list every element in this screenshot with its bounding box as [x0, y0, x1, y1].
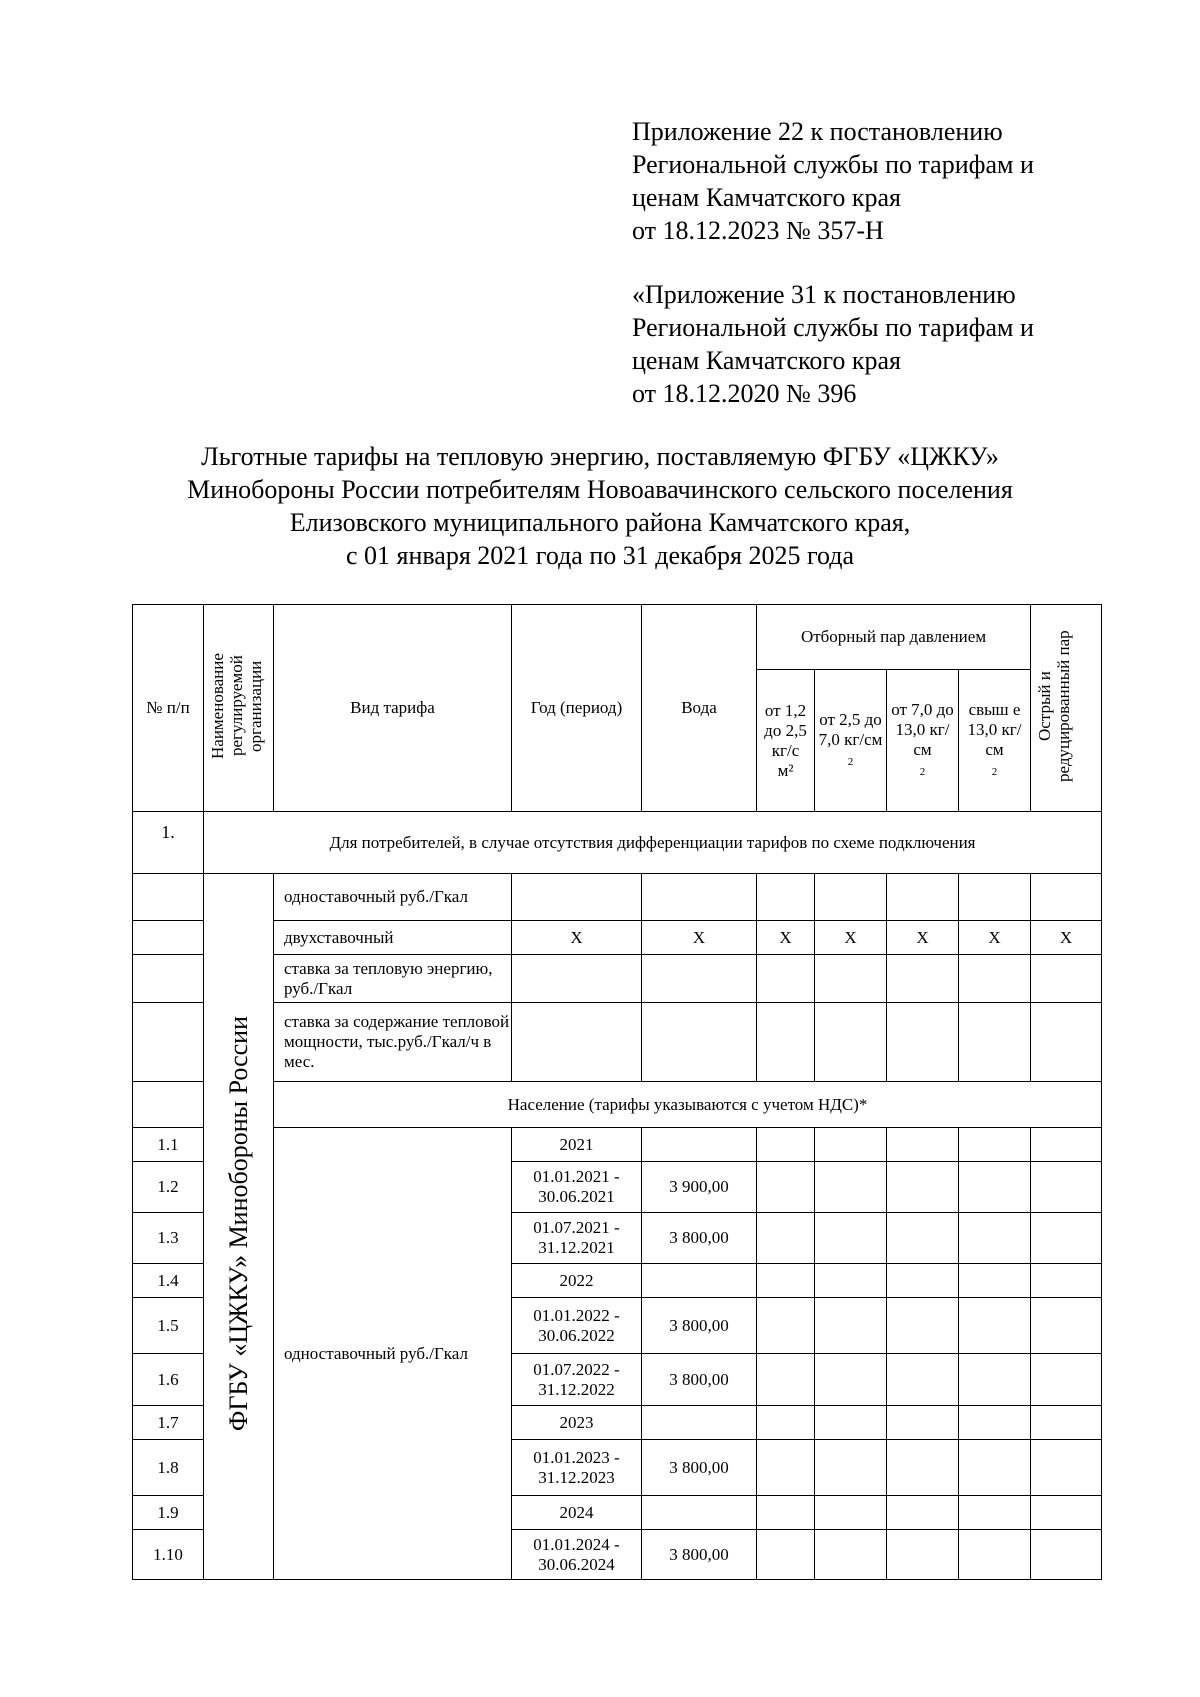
row-period: 2022 [512, 1264, 642, 1298]
row-num-empty [133, 1082, 204, 1128]
steam-col-4-unit: 2 [991, 765, 998, 778]
row-num: 1.1 [133, 1128, 204, 1162]
title-line: Минобороны России потребителям Новоавачинского сельского поселения [187, 475, 1013, 504]
mark: Х [959, 921, 1031, 955]
steam-col-3-text: от 7,0 до 13,0 кг/см [891, 699, 954, 759]
row-num: 1.7 [133, 1406, 204, 1440]
document-title [130, 440, 1070, 572]
header-steam-col-3 [887, 670, 959, 812]
row-value: 3 800,00 [642, 1440, 757, 1496]
title-line: Льготные тарифы на тепловую энергию, поставляемую ФГБУ «ЦЖКУ» [201, 442, 999, 471]
population-label: Население (тарифы указываются с учетом НДС)* [274, 1082, 1102, 1128]
section1-label: Для потребителей, в случае отсутствия дифференциации тарифов по схеме подключения [204, 812, 1102, 874]
tariff-label: ставка за тепловую энергию, руб./Гкал [274, 955, 512, 1003]
mark [757, 1003, 815, 1082]
mark [642, 874, 757, 921]
mark [757, 874, 815, 921]
row-num: 1.2 [133, 1162, 204, 1213]
table-row [133, 955, 1102, 1003]
mark [959, 874, 1031, 921]
steam-col-3-unit: 2 [919, 765, 926, 778]
row-period: 01.01.2024 - 30.06.2024 [512, 1530, 642, 1580]
header-steam-col-4 [959, 670, 1031, 812]
row-num: 1.5 [133, 1298, 204, 1354]
mark [887, 955, 959, 1003]
appendix-line: от 18.12.2020 № 396 [632, 379, 857, 408]
mark [887, 1003, 959, 1082]
appendix-line: Региональной службы по тарифам и [632, 313, 1034, 342]
row-num-empty [133, 955, 204, 1003]
mark [642, 955, 757, 1003]
mark [815, 955, 887, 1003]
mark [959, 955, 1031, 1003]
tariff-label: одноставочный руб./Гкал [274, 874, 512, 921]
org-name-cell [204, 874, 274, 1580]
appendix-line: ценам Камчатского края [632, 183, 901, 212]
org-name: ФГБУ «ЦЖКУ» Минобороны России [223, 1016, 253, 1432]
header-water: Вода [642, 605, 757, 812]
row-value [642, 1406, 757, 1440]
row-period: 01.07.2022 - 31.12.2022 [512, 1354, 642, 1406]
appendix-header-original [632, 278, 1102, 410]
header-year: Год (период) [512, 605, 642, 812]
steam-col-1-unit: м² [777, 760, 794, 780]
row-period: 01.01.2023 - 31.12.2023 [512, 1440, 642, 1496]
mark [815, 874, 887, 921]
row-num: 1.10 [133, 1530, 204, 1580]
mark: Х [815, 921, 887, 955]
row-period: 01.07.2021 - 31.12.2021 [512, 1213, 642, 1264]
table-row [133, 1082, 1102, 1128]
row-num: 1.6 [133, 1354, 204, 1406]
appendix-line: «Приложение 31 к постановлению [632, 280, 1016, 309]
row-value [642, 1128, 757, 1162]
mark: Х [887, 921, 959, 955]
appendix-line: Региональной службы по тарифам и [632, 150, 1034, 179]
population-tariff: одноставочный руб./Гкал [274, 1128, 512, 1580]
row-value: 3 800,00 [642, 1354, 757, 1406]
title-line: Елизовского муниципального района Камчатского края, [289, 508, 911, 537]
appendix-line: ценам Камчатского края [632, 346, 901, 375]
mark: Х [512, 921, 642, 955]
tariff-label: двухставочный [274, 921, 512, 955]
row-period: 01.01.2021 - 30.06.2021 [512, 1162, 642, 1213]
header-org [204, 605, 274, 812]
row-num: 1.9 [133, 1496, 204, 1530]
header-num: № п/п [133, 605, 204, 812]
table-row [133, 1003, 1102, 1082]
header-steam-col-2 [815, 670, 887, 812]
table-row [133, 874, 1102, 921]
mark [642, 1003, 757, 1082]
appendix-line: Приложение 22 к постановлению [632, 117, 1003, 146]
table-row [133, 921, 1102, 955]
mark [815, 1003, 887, 1082]
header-sharp [1031, 605, 1102, 812]
row-value: 3 800,00 [642, 1213, 757, 1264]
mark [512, 955, 642, 1003]
row-period: 01.01.2022 - 30.06.2022 [512, 1298, 642, 1354]
mark [512, 874, 642, 921]
header-tariff-type: Вид тарифа [274, 605, 512, 812]
section1-num: 1. [133, 812, 204, 874]
header-org-text: Наименование регулируемой организации [207, 652, 265, 759]
mark [512, 1003, 642, 1082]
row-num: 1.4 [133, 1264, 204, 1298]
tariff-label: ставка за содержание тепловой мощности, тыс.руб./Гкал/ч в мес. [274, 1003, 512, 1082]
header-steam: Отборный пар давлением [757, 605, 1031, 670]
header-sharp-text: Острый и редуцированный пар [1035, 629, 1074, 782]
row-num-empty [133, 1003, 204, 1082]
mark: Х [1031, 921, 1102, 955]
row-num-empty [133, 921, 204, 955]
mark: Х [757, 921, 815, 955]
tariff-table [132, 604, 1102, 1580]
mark [1031, 1003, 1102, 1082]
mark [1031, 955, 1102, 1003]
row-num: 1.3 [133, 1213, 204, 1264]
steam-col-4-text: свыш е 13,0 кг/см [967, 699, 1022, 759]
row-period: 2024 [512, 1496, 642, 1530]
mark: Х [642, 921, 757, 955]
row-value: 3 800,00 [642, 1530, 757, 1580]
header-steam-col-1 [757, 670, 815, 812]
appendix-line: от 18.12.2023 № 357-Н [632, 216, 884, 245]
row-value [642, 1496, 757, 1530]
steam-col-1-text: от 1,2 до 2,5 кг/с [764, 700, 807, 760]
title-line: с 01 января 2021 года по 31 декабря 2025 года [345, 541, 855, 570]
steam-col-2-text: от 2,5 до 7,0 кг/см [818, 709, 883, 749]
appendix-header-current [632, 115, 1102, 247]
mark [959, 1003, 1031, 1082]
mark [1031, 874, 1102, 921]
mark [887, 874, 959, 921]
row-value: 3 900,00 [642, 1162, 757, 1213]
mark [757, 955, 815, 1003]
row-value [642, 1264, 757, 1298]
row-value: 3 800,00 [642, 1298, 757, 1354]
table-row [133, 1128, 1102, 1162]
row-num: 1.8 [133, 1440, 204, 1496]
steam-col-2-unit: 2 [847, 755, 854, 768]
row-period: 2021 [512, 1128, 642, 1162]
row-num-empty [133, 874, 204, 921]
row-period: 2023 [512, 1406, 642, 1440]
